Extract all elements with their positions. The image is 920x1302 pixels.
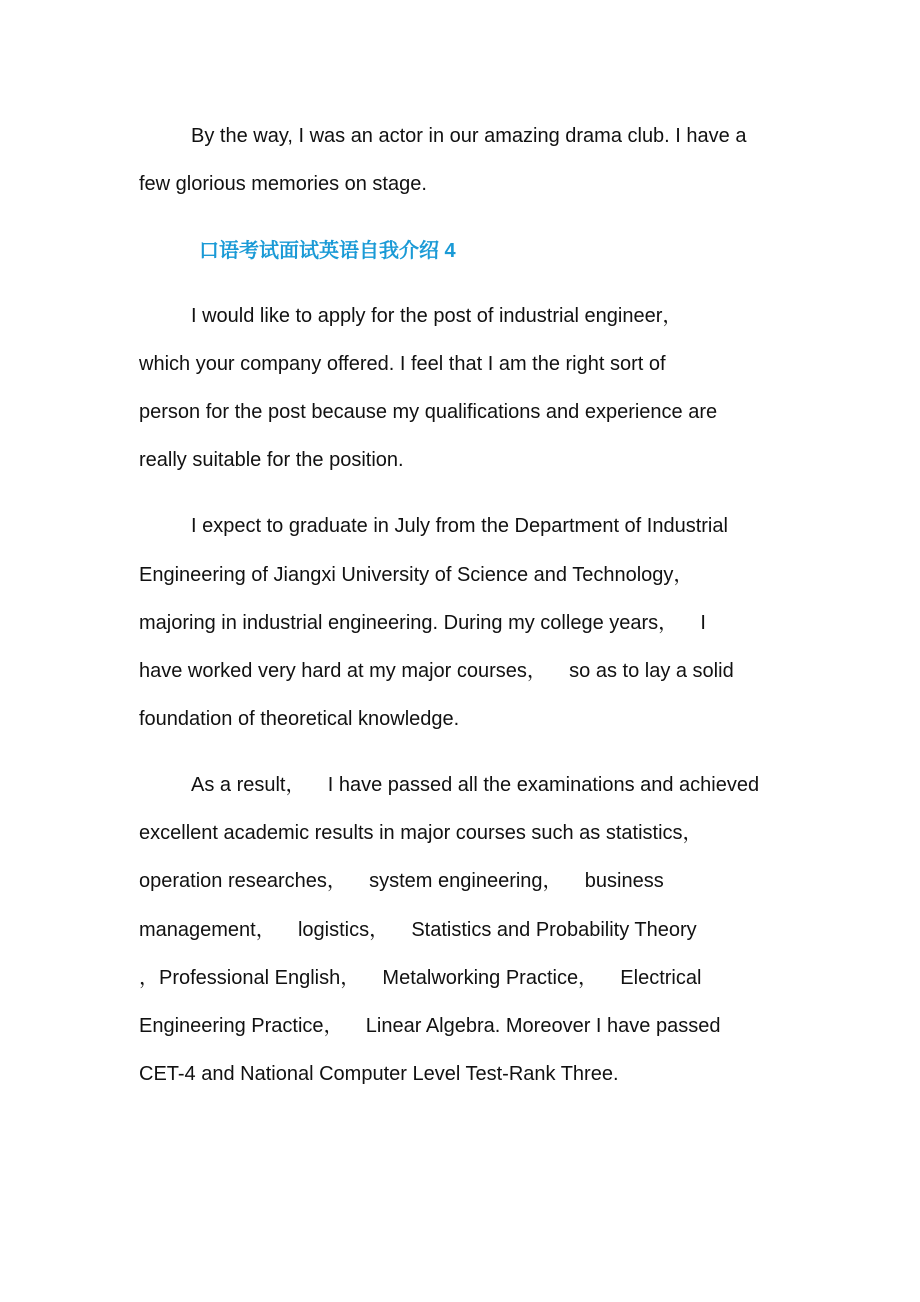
section-heading: 口语考试面试英语自我介绍 4 <box>199 240 456 262</box>
paragraph-line: excellent academic results in major courses such as statistics， <box>139 822 703 844</box>
paragraph-line: person for the post because my qualifications and experience are <box>139 401 718 423</box>
paragraph-line: which your company offered. I feel that I am the right sort of <box>139 353 666 375</box>
paragraph-line: By the way, I was an actor in our amazing drama club. I have a <box>191 125 747 147</box>
paragraph-line: foundation of theoretical knowledge. <box>139 708 460 730</box>
paragraph-line: CET-4 and National Computer Level Test-Rank Three. <box>139 1063 619 1085</box>
paragraph-line: majoring in industrial engineering. During my college years， I <box>139 612 706 634</box>
paragraph-line: management， logistics， Statistics and Probability Theory <box>139 919 697 941</box>
paragraph-line: As a result， I have passed all the examinations and achieved <box>191 774 760 796</box>
paragraph-line: have worked very hard at my major courses， so as to lay a solid <box>139 660 734 682</box>
paragraph-line: Engineering of Jiangxi University of Science and Technology， <box>139 564 694 586</box>
paragraph-line: few glorious memories on stage. <box>139 173 427 195</box>
paragraph-line: I expect to graduate in July from the Department of Industrial <box>191 515 728 537</box>
paragraph-line: Engineering Practice， Linear Algebra. Moreover I have passed <box>139 1015 721 1037</box>
paragraph-line: I would like to apply for the post of industrial engineer， <box>191 305 683 327</box>
paragraph-line: operation researches， system engineering， business <box>139 870 664 892</box>
paragraph-line: really suitable for the position. <box>139 449 404 471</box>
paragraph-line: ，Professional English， Metalworking Practice， Electrical <box>139 967 702 989</box>
